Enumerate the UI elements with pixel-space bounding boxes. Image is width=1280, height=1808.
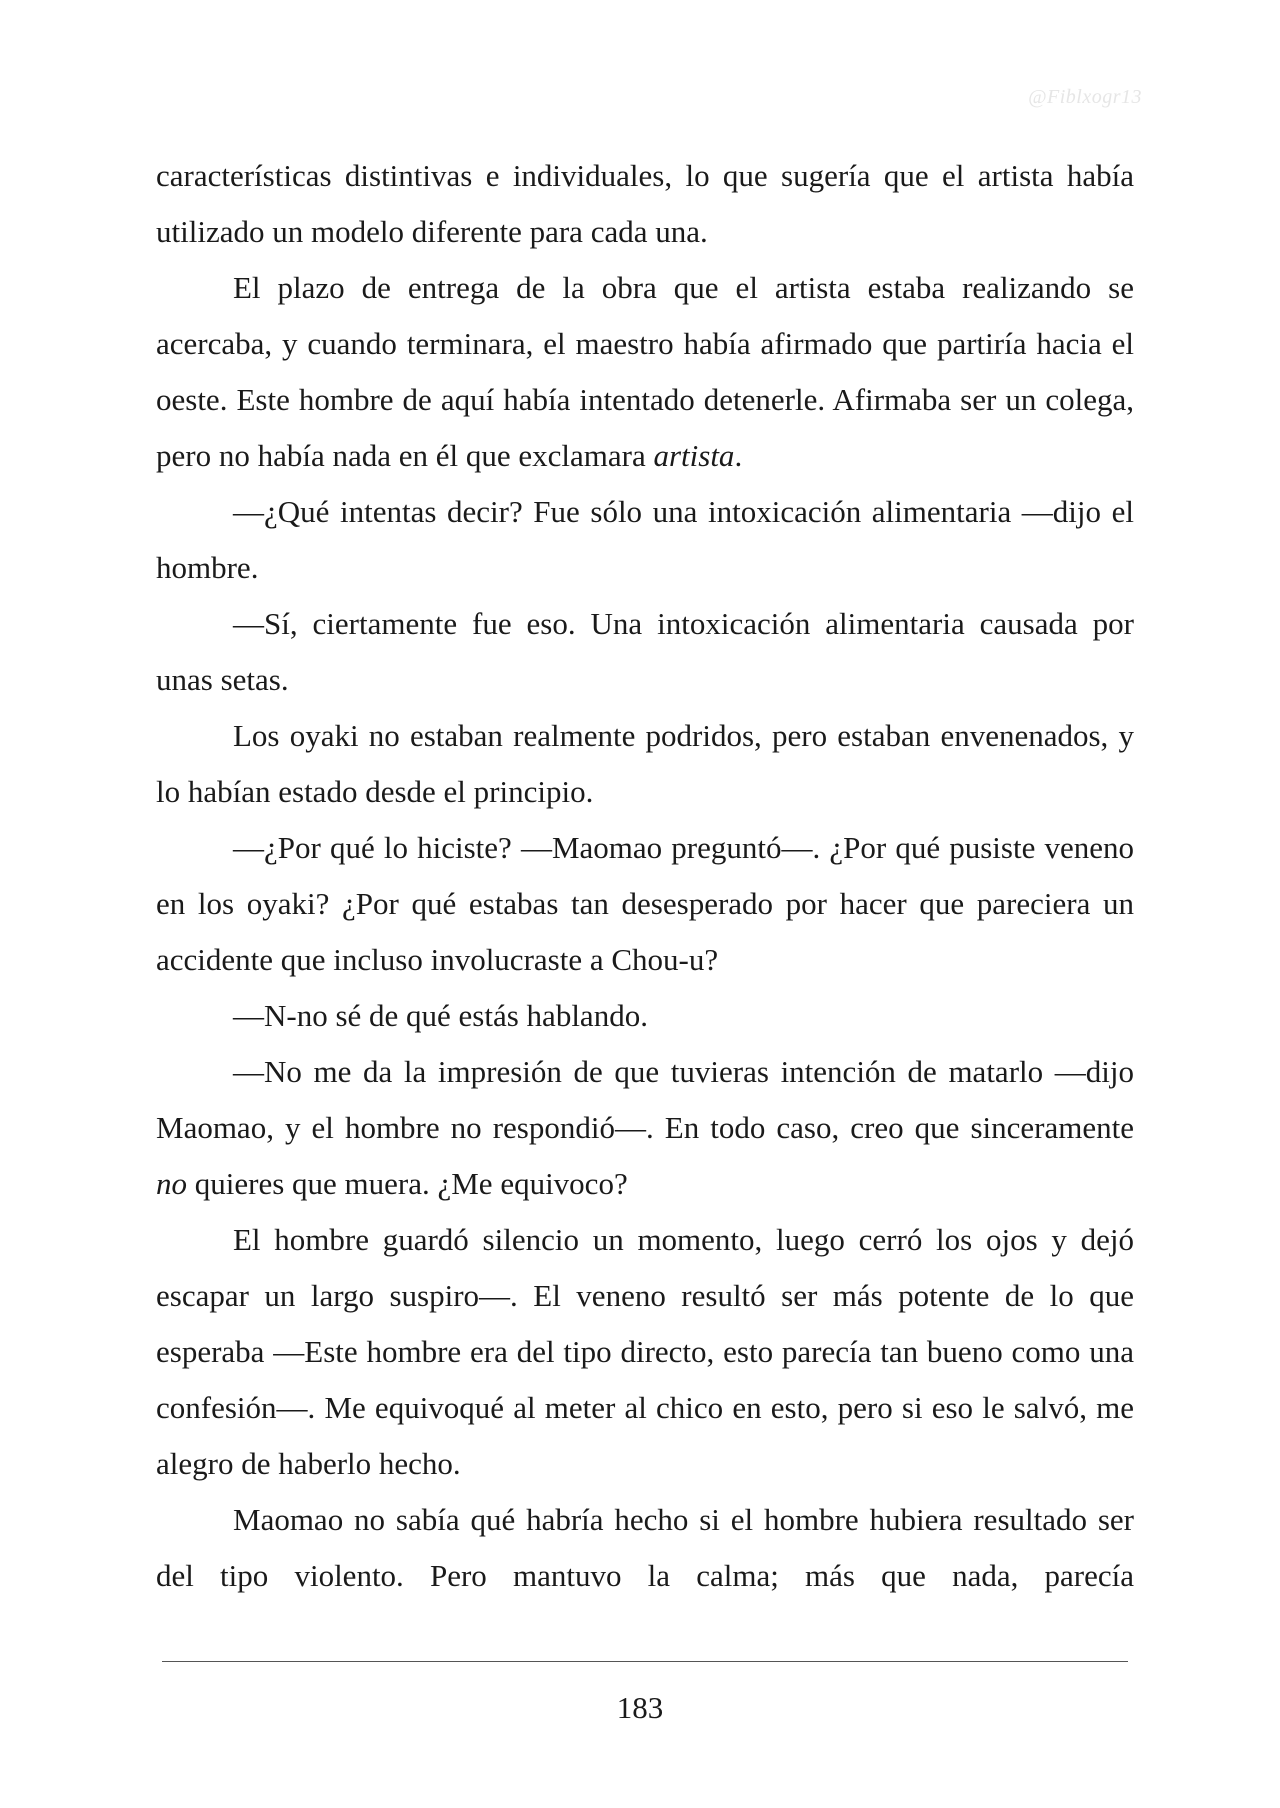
watermark: @Fiblxogr13 [1028,86,1142,108]
paragraph-text: El plazo de entrega de la obra que el artista estaba realizando se acercaba, y cuando terminara, el maestro había afirmado que partiría hacia el oeste. Este hombre de aquí había intentado detenerle. Afirmaba ser un colega, pero no había nada en él que exclamara [156,270,1134,473]
paragraph-continued: características distintivas e individuales, lo que sugería que el artista había utilizado un modelo diferente para cada una. [156,158,1134,249]
paragraph: El hombre guardó silencio un momento, luego cerró los ojos y dejó escapar un largo suspiro—. El veneno resultó ser más potente de lo que esperaba —Este hombre era del tipo directo, esto parecía tan bueno como una confesión—. Me equivoqué al meter al chico en esto, pero si eso le salvó, me alegro de haberlo hecho. [156,1222,1134,1481]
page-body [156,148,1134,1604]
emphasis-text: no [156,1166,187,1201]
paragraph: —¿Por qué lo hiciste? —Maomao preguntó—. ¿Por qué pusiste veneno en los oyaki? ¿Por qué estabas tan desesperado por hacer que pareciera un accidente que incluso involucraste a Chou-u? [156,830,1134,977]
paragraph [156,1044,1134,1212]
paragraph-text-end: . [734,438,743,473]
emphasis-text: artista [653,438,735,473]
paragraph: —¿Qué intentas decir? Fue sólo una intoxicación alimentaria —dijo el hombre. [156,494,1134,585]
footer-divider [162,1661,1128,1662]
paragraph-continues-next-page: Maomao no sabía qué habría hecho si el hombre hubiera resultado ser del tipo violento. Pero mantuvo la calma; más que nada, parecía [156,1502,1134,1593]
page-number: 183 [616,1690,664,1725]
paragraph: Los oyaki no estaban realmente podridos, pero estaban envenenados, y lo habían estado desde el principio. [156,718,1134,809]
paragraph-text: —No me da la impresión de que tuvieras intención de matarlo —dijo Maomao, y el hombre no respondió—. En todo caso, creo que sinceramente [156,1054,1134,1145]
paragraph: —N-no sé de qué estás hablando. [233,998,648,1033]
paragraph: —Sí, ciertamente fue eso. Una intoxicación alimentaria causada por unas setas. [156,606,1134,697]
paragraph [156,260,1134,484]
paragraph-text-end: quieres que muera. ¿Me equivoco? [187,1166,628,1201]
